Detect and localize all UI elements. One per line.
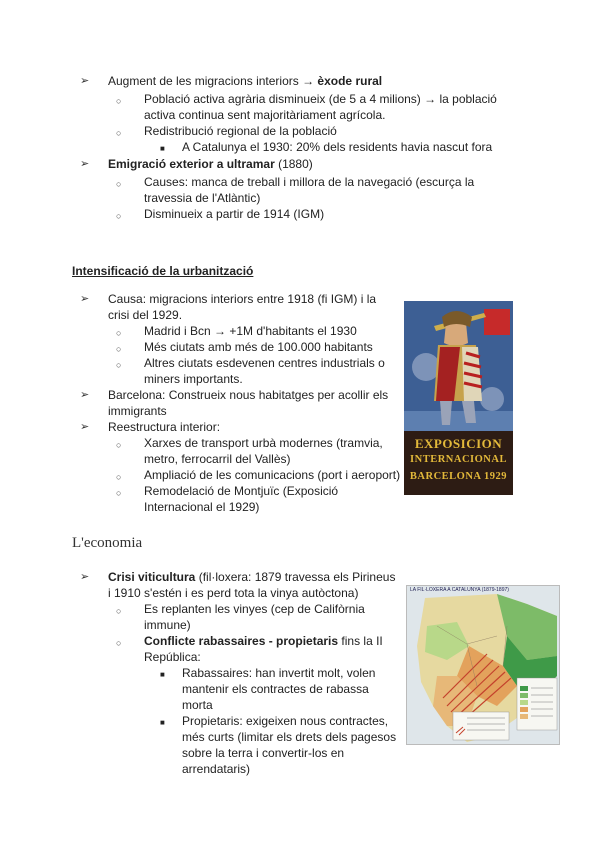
- subsub-propietaris-2: més curts (limitar els drets dels pagesos: [182, 730, 397, 744]
- sub-causes-2: travessia de l'Atlàntic): [144, 191, 261, 205]
- bullet-circle: ○: [116, 179, 122, 189]
- item-bold: Crisi viticultura: [108, 570, 196, 584]
- sub-madrid-bcn: Madrid i Bcn → +1M d'habitants el 1930: [144, 324, 357, 338]
- item-bold: Emigració exterior a ultramar: [108, 157, 275, 171]
- sub-montjuic-1: Remodelació de Montjuïc (Exposició: [144, 484, 339, 498]
- sub-causes-1: Causes: manca de treball i millora de la navegació (escurça la: [144, 175, 475, 189]
- bullet-circle: ○: [116, 211, 122, 221]
- section-heading-urbanitzacio: Intensificació de la urbanització: [72, 264, 254, 278]
- sub-replanten-1: Es replanten les vinyes (cep de Califòrnia: [144, 602, 365, 616]
- bullet-circle: ○: [116, 344, 122, 354]
- section-heading-economia: L'economia: [72, 535, 143, 551]
- sub-xarxes-1: Xarxes de transport urbà modernes (tramvia,: [144, 436, 383, 450]
- item-causa-1: Causa: migracions interiors entre 1918 (fi IGM) i la: [108, 292, 377, 306]
- bullet-circle: ○: [116, 360, 122, 370]
- bullet-arrow: ➢: [80, 421, 90, 433]
- item-text: Augment de les migracions interiors →: [108, 74, 318, 88]
- bullet-arrow: ➢: [80, 571, 90, 583]
- item-crisi-1: [108, 569, 395, 585]
- sub-altres-ciutats-2: miners importants.: [144, 372, 243, 386]
- item-barcelona-1: Barcelona: Construeix nous habitatges per acollir els: [108, 388, 389, 402]
- poster-line1: EXPOSICION: [414, 436, 503, 451]
- subsub-propietaris-4: arrendataris): [182, 762, 251, 776]
- map-title: LA FIL·LOXERA A CATALUNYA (1879-1897): [410, 587, 509, 593]
- bullet-square: ■: [160, 144, 165, 153]
- sub-ampliacio: Ampliació de les comunicacions (port i aeroport): [144, 468, 401, 482]
- bullet-circle: ○: [116, 638, 122, 648]
- sub-poblacio-2: activa continua sent majoritàriament agrícola.: [144, 108, 386, 122]
- subsub-propietaris-1: Propietaris: exigeixen nous contractes,: [182, 714, 389, 728]
- bullet-circle: ○: [116, 472, 122, 482]
- item-reestructura: Reestructura interior:: [108, 420, 221, 434]
- expo-1929-poster-image: [404, 301, 513, 495]
- item-causa-2: crisi del 1929.: [108, 308, 183, 322]
- bullet-circle: ○: [116, 440, 122, 450]
- bullet-arrow: ➢: [80, 75, 90, 87]
- item-bold: Conflicte rabassaires - propietaris: [144, 634, 339, 648]
- item-text: (fil·loxera: 1879 travessa els Pirineus: [195, 570, 396, 584]
- sub-redistribucio: Redistribució regional de la població: [144, 124, 337, 138]
- item-exode-rural: [108, 73, 382, 89]
- sub-conflicte-2: República:: [144, 650, 201, 664]
- item-bold: èxode rural: [317, 74, 383, 88]
- bullet-square: ■: [160, 670, 165, 679]
- bullet-circle: ○: [116, 606, 122, 616]
- item-emigracio: [108, 156, 313, 172]
- sub-altres-ciutats-1: Altres ciutats esdevenen centres industrials o: [144, 356, 385, 370]
- bullet-circle: ○: [116, 488, 122, 498]
- bullet-arrow: ➢: [80, 293, 90, 305]
- sub-poblacio-1: Població activa agrària disminueix (de 5 a 4 milions) → la població: [144, 92, 497, 106]
- sub-conflicte-1: [144, 633, 383, 649]
- subsub-rabassaires-1: Rabassaires: han invertit molt, volen: [182, 666, 376, 680]
- item-text: fins la II: [338, 634, 383, 648]
- bullet-circle: ○: [116, 128, 122, 138]
- subsub-rabassaires-3: morta: [182, 698, 213, 712]
- sub-replanten-2: immune): [144, 618, 191, 632]
- bullet-circle: ○: [116, 96, 122, 106]
- subsub-rabassaires-2: mantenir els contractes de rabassa: [182, 682, 369, 696]
- poster-line2: INTERNACIONAL: [410, 454, 507, 465]
- sub-disminueix: Disminueix a partir de 1914 (IGM): [144, 207, 325, 221]
- filloxera-catalunya-map: [406, 585, 560, 745]
- subsub-propietaris-3: sobre la terra i convertir-los en: [182, 746, 345, 760]
- item-crisi-2: i 1910 s'estén i es perd tota la vinya autòctona): [108, 586, 359, 600]
- sub-xarxes-2: metro, ferrocarril del Vallès): [144, 452, 291, 466]
- poster-line3: BARCELONA 1929: [409, 471, 508, 482]
- bullet-circle: ○: [116, 328, 122, 338]
- sub-montjuic-2: Internacional el 1929): [144, 500, 260, 514]
- item-text: (1880): [274, 157, 313, 171]
- subsub-catalunya-1930: A Catalunya el 1930: 20% dels residents havia nascut fora: [182, 140, 493, 154]
- bullet-arrow: ➢: [80, 389, 90, 401]
- sub-mes-ciutats: Més ciutats amb més de 100.000 habitants: [144, 340, 373, 354]
- item-barcelona-2: immigrants: [108, 404, 167, 418]
- bullet-arrow: ➢: [80, 158, 90, 170]
- bullet-square: ■: [160, 718, 165, 727]
